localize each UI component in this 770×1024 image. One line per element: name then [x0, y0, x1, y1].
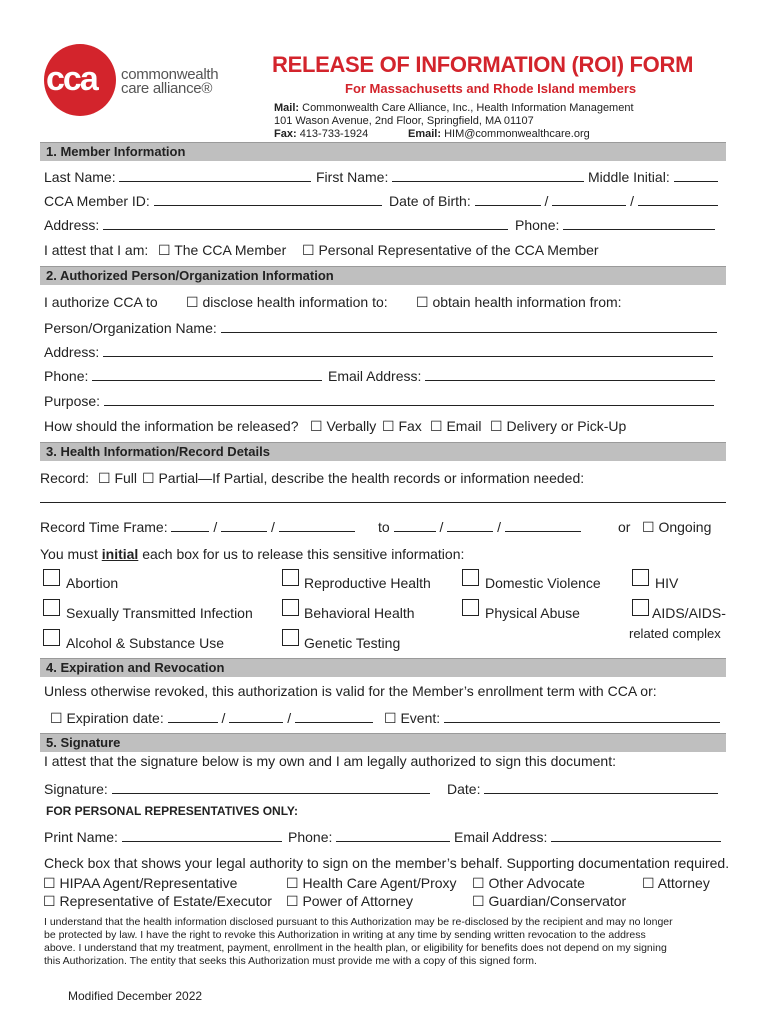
- alcohol-initial-box[interactable]: [43, 629, 60, 646]
- obtain-checkbox[interactable]: ☐ obtain health information from:: [416, 294, 622, 310]
- verbally-checkbox[interactable]: ☐ Verbally: [310, 418, 377, 434]
- email-line: Email: HIM@commonwealthcare.org: [408, 128, 590, 140]
- fax-checkbox[interactable]: ☐ Fax: [382, 418, 422, 434]
- section-signature: 5. Signature: [40, 733, 726, 752]
- ongoing-checkbox[interactable]: ☐ Ongoing: [642, 519, 712, 535]
- section-member-information: 1. Member Information: [40, 142, 726, 161]
- other-advocate-checkbox[interactable]: ☐ Other Advocate: [472, 875, 585, 891]
- attorney-checkbox[interactable]: ☐ Attorney: [642, 875, 710, 891]
- time-frame-field[interactable]: Record Time Frame: / /: [40, 519, 355, 535]
- hiv-initial-box[interactable]: [632, 569, 649, 586]
- or-label: or: [618, 519, 631, 535]
- cca-member-checkbox[interactable]: ☐ The CCA Member: [158, 242, 287, 258]
- genetic-testing-initial-box[interactable]: [282, 629, 299, 646]
- org-name-field[interactable]: Person/Organization Name:: [44, 320, 717, 336]
- abortion-initial-box[interactable]: [43, 569, 60, 586]
- reps-only-heading: FOR PERSONAL REPRESENTATIVES ONLY:: [46, 804, 299, 818]
- rep-phone-field[interactable]: Phone:: [288, 829, 450, 845]
- partial-record-checkbox[interactable]: ☐ Partial—If Partial, describe the health records or information needed:: [142, 470, 585, 486]
- full-record-checkbox[interactable]: ☐ Full: [98, 470, 138, 486]
- member-address-field[interactable]: Address:: [44, 217, 508, 233]
- personal-rep-checkbox[interactable]: ☐ Personal Representative of the CCA Member: [302, 242, 599, 258]
- disclaimer-line: this Authorization. The entity that seeks this Authorization must provide me with a copy of this signed form.: [44, 955, 537, 967]
- physical-abuse-label: Physical Abuse: [485, 605, 580, 621]
- mail-line: Mail: Commonwealth Care Alliance, Inc., Health Information Management: [274, 102, 634, 114]
- form-subtitle: For Massachusetts and Rhode Island members: [345, 81, 637, 96]
- disclaimer-line: above. I understand that my treatment, payment, enrollment in the health plan, or eligibility for benefits does not depend on my signing: [44, 942, 667, 954]
- domestic-violence-initial-box[interactable]: [462, 569, 479, 586]
- disclaimer-line: I understand that the health information disclosed pursuant to this Authorization may be re-disclosed by the recipient and may no longer: [44, 916, 673, 928]
- signature-field[interactable]: Signature:: [44, 781, 430, 797]
- poa-checkbox[interactable]: ☐ Power of Attorney: [286, 893, 413, 909]
- first-name-field[interactable]: First Name:: [316, 169, 584, 185]
- authorize-label: I authorize CCA to: [44, 294, 158, 310]
- abortion-label: Abortion: [66, 575, 119, 591]
- last-name-field[interactable]: Last Name:: [44, 169, 311, 185]
- form-title: RELEASE OF INFORMATION (ROI) FORM: [272, 52, 694, 77]
- section-authorized-person: 2. Authorized Person/Organization Information: [40, 266, 726, 285]
- email-checkbox[interactable]: ☐ Email: [430, 418, 482, 434]
- legal-authority-instructions: Check box that shows your legal authority to sign on the member’s behalf. Supporting documentation required.: [44, 855, 730, 871]
- estate-rep-checkbox[interactable]: ☐ Representative of Estate/Executor: [43, 893, 272, 909]
- member-id-field[interactable]: CCA Member ID:: [44, 193, 382, 209]
- behavioral-health-initial-box[interactable]: [282, 599, 299, 616]
- dob-field[interactable]: Date of Birth: / /: [389, 193, 718, 209]
- hiv-label: HIV: [655, 575, 679, 591]
- purpose-field[interactable]: Purpose:: [44, 393, 714, 409]
- behavioral-health-label: Behavioral Health: [304, 605, 415, 621]
- signature-attest: I attest that the signature below is my own and I am legally authorized to sign this document:: [44, 753, 616, 769]
- time-frame-to-field[interactable]: to / /: [378, 519, 581, 535]
- org-address-field[interactable]: Address:: [44, 344, 713, 360]
- modified-date-footer: Modified December 2022: [68, 989, 203, 1003]
- record-label: Record:: [40, 470, 90, 486]
- expiration-text: Unless otherwise revoked, this authorization is valid for the Member’s enrollment term with CCA or:: [44, 683, 657, 699]
- delivery-checkbox[interactable]: ☐ Delivery or Pick-Up: [490, 418, 627, 434]
- org-phone-field[interactable]: Phone:: [44, 368, 322, 384]
- middle-initial-field[interactable]: Middle Initial:: [588, 169, 718, 185]
- disclaimer-line: be protected by law. I have the right to revoke this Authorization in writing at any time by sending written revocation to the address: [44, 929, 646, 941]
- aids-label-cont: related complex: [629, 626, 721, 641]
- org-email-field[interactable]: Email Address:: [328, 368, 715, 384]
- reproductive-health-initial-box[interactable]: [282, 569, 299, 586]
- physical-abuse-initial-box[interactable]: [462, 599, 479, 616]
- section-health-information: 3. Health Information/Record Details: [40, 442, 726, 461]
- release-method-label: How should the information be released?: [44, 418, 299, 434]
- fax-line: Fax: 413-733-1924: [274, 128, 369, 140]
- logo-name-line2: care alliance®: [121, 80, 213, 97]
- domestic-violence-label: Domestic Violence: [485, 575, 601, 591]
- sti-initial-box[interactable]: [43, 599, 60, 616]
- rep-email-field[interactable]: Email Address:: [454, 829, 721, 845]
- aids-initial-box[interactable]: [632, 599, 649, 616]
- address-line: 101 Wason Avenue, 2nd Floor, Springfield, MA 01107: [274, 115, 534, 127]
- initial-instructions: You must initial each box for us to release this sensitive information:: [40, 546, 465, 562]
- signature-date-field[interactable]: Date:: [447, 781, 718, 797]
- logo-name-line1: commonwealth: [121, 66, 219, 83]
- sti-label: Sexually Transmitted Infection: [66, 605, 253, 621]
- member-phone-field[interactable]: Phone:: [515, 217, 715, 233]
- alcohol-label: Alcohol & Substance Use: [66, 635, 224, 651]
- aids-label: AIDS/AIDS-: [652, 605, 726, 621]
- partial-description-field[interactable]: [40, 494, 726, 503]
- event-field[interactable]: ☐ Event:: [384, 710, 720, 727]
- section-expiration: 4. Expiration and Revocation: [40, 658, 726, 677]
- genetic-testing-label: Genetic Testing: [304, 635, 401, 651]
- expiration-date-field[interactable]: ☐ Expiration date: / /: [50, 710, 373, 727]
- reproductive-health-label: Reproductive Health: [304, 575, 431, 591]
- health-care-agent-checkbox[interactable]: ☐ Health Care Agent/Proxy: [286, 875, 457, 891]
- disclose-checkbox[interactable]: ☐ disclose health information to:: [186, 294, 388, 310]
- guardian-checkbox[interactable]: ☐ Guardian/Conservator: [472, 893, 627, 909]
- hipaa-checkbox[interactable]: ☐ HIPAA Agent/Representative: [43, 875, 238, 891]
- attest-label: I attest that I am:: [44, 242, 149, 258]
- print-name-field[interactable]: Print Name:: [44, 829, 282, 845]
- cca-logo-text: cca: [46, 60, 97, 98]
